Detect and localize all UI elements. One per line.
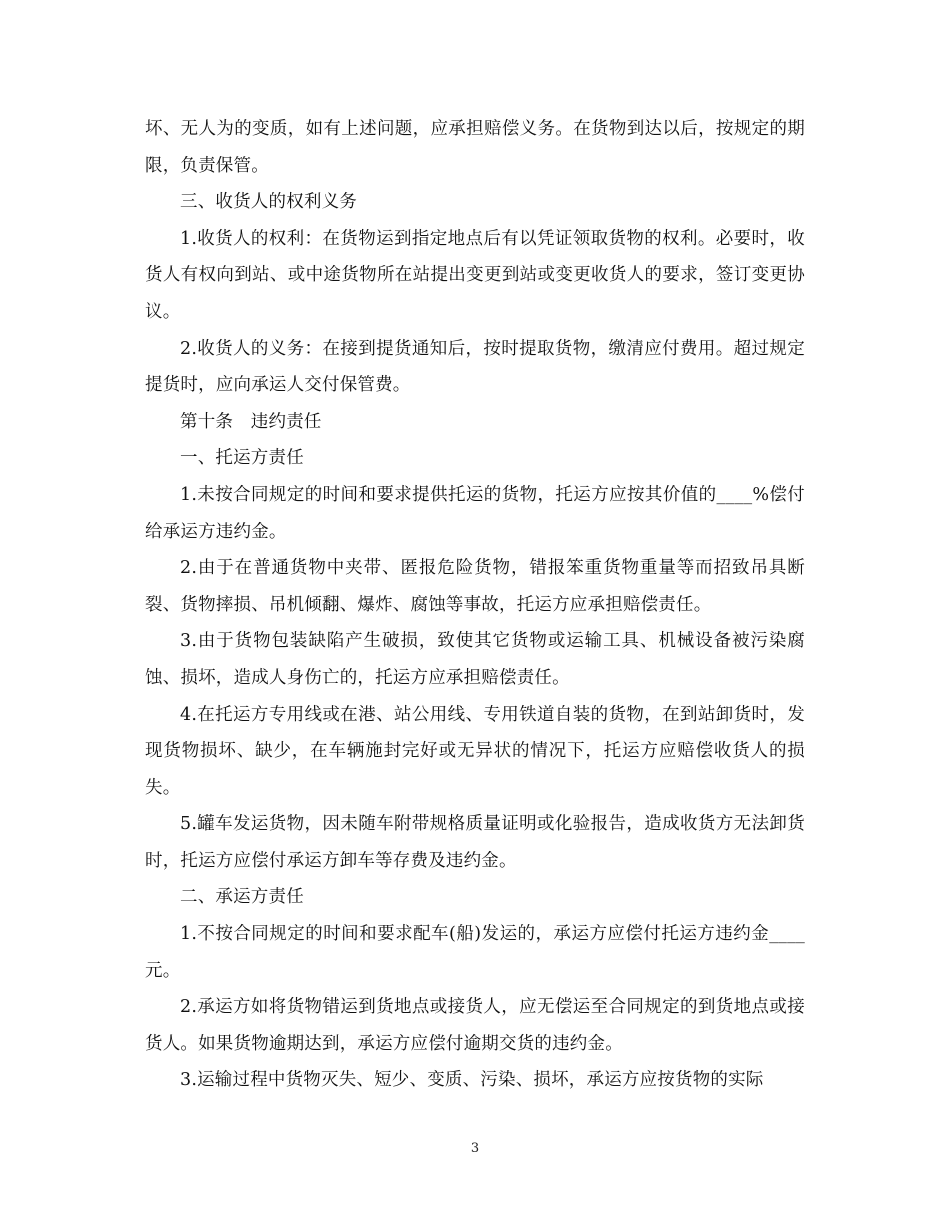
article-heading: 第十条 违约责任	[180, 411, 322, 432]
paragraph: 1.未按合同规定的时间和要求提供托运的货物，托运方应按其价值的____%偿付给承运方违约金。	[145, 484, 805, 542]
paragraph: 5.罐车发运货物，因未随车附带规格质量证明或化验报告，造成收货方无法卸货时，托运方应偿付承运方卸车等存费及违约金。	[145, 814, 805, 871]
paragraph: 2.由于在普通货物中夹带、匿报危险货物，错报笨重货物重量等而招致吊具断裂、货物摔损、吊机倾翻、爆炸、腐蚀等事故，托运方应承担赔偿责任。	[145, 558, 805, 615]
paragraph: 3.运输过程中货物灭失、短少、变质、污染、损坏，承运方应按货物的实际	[180, 1070, 764, 1091]
page-number: 3	[470, 1141, 480, 1156]
section-heading: 三、收货人的权利义务	[180, 192, 357, 213]
paragraph: 1.收货人的权利：在货物运到指定地点后有以凭证领取货物的权利。必要时，收货人有权向到站、或中途货物所在站提出变更到站或变更收货人的要求，签订变更协议。	[145, 228, 805, 322]
section-heading: 二、承运方责任	[180, 887, 304, 908]
paragraph: 4.在托运方专用线或在港、站公用线、专用铁道自装的货物，在到站卸货时，发现货物损坏、缺少，在车辆施封完好或无异状的情况下，托运方应赔偿收货人的损失。	[145, 704, 805, 798]
paragraph: 3.由于货物包装缺陷产生破损，致使其它货物或运输工具、机械设备被污染腐蚀、损坏，造成人身伤亡的，托运方应承担赔偿责任。	[145, 631, 805, 688]
paragraph: 坏、无人为的变质，如有上述问题，应承担赔偿义务。在货物到达以后，按规定的期限，负责保管。	[145, 119, 805, 176]
paragraph: 2.收货人的义务：在接到提货通知后，按时提取货物，缴清应付费用。超过规定提货时，应向承运人交付保管费。	[145, 338, 805, 396]
section-heading: 一、托运方责任	[180, 448, 304, 469]
paragraph: 1.不按合同规定的时间和要求配车(船)发运的，承运方应偿付托运方违约金____元。	[145, 924, 805, 981]
document-body	[145, 111, 805, 1099]
paragraph: 2.承运方如将货物错运到货地点或接货人，应无偿运至合同规定的到货地点或接货人。如果货物逾期达到，承运方应偿付逾期交货的违约金。	[145, 997, 805, 1054]
